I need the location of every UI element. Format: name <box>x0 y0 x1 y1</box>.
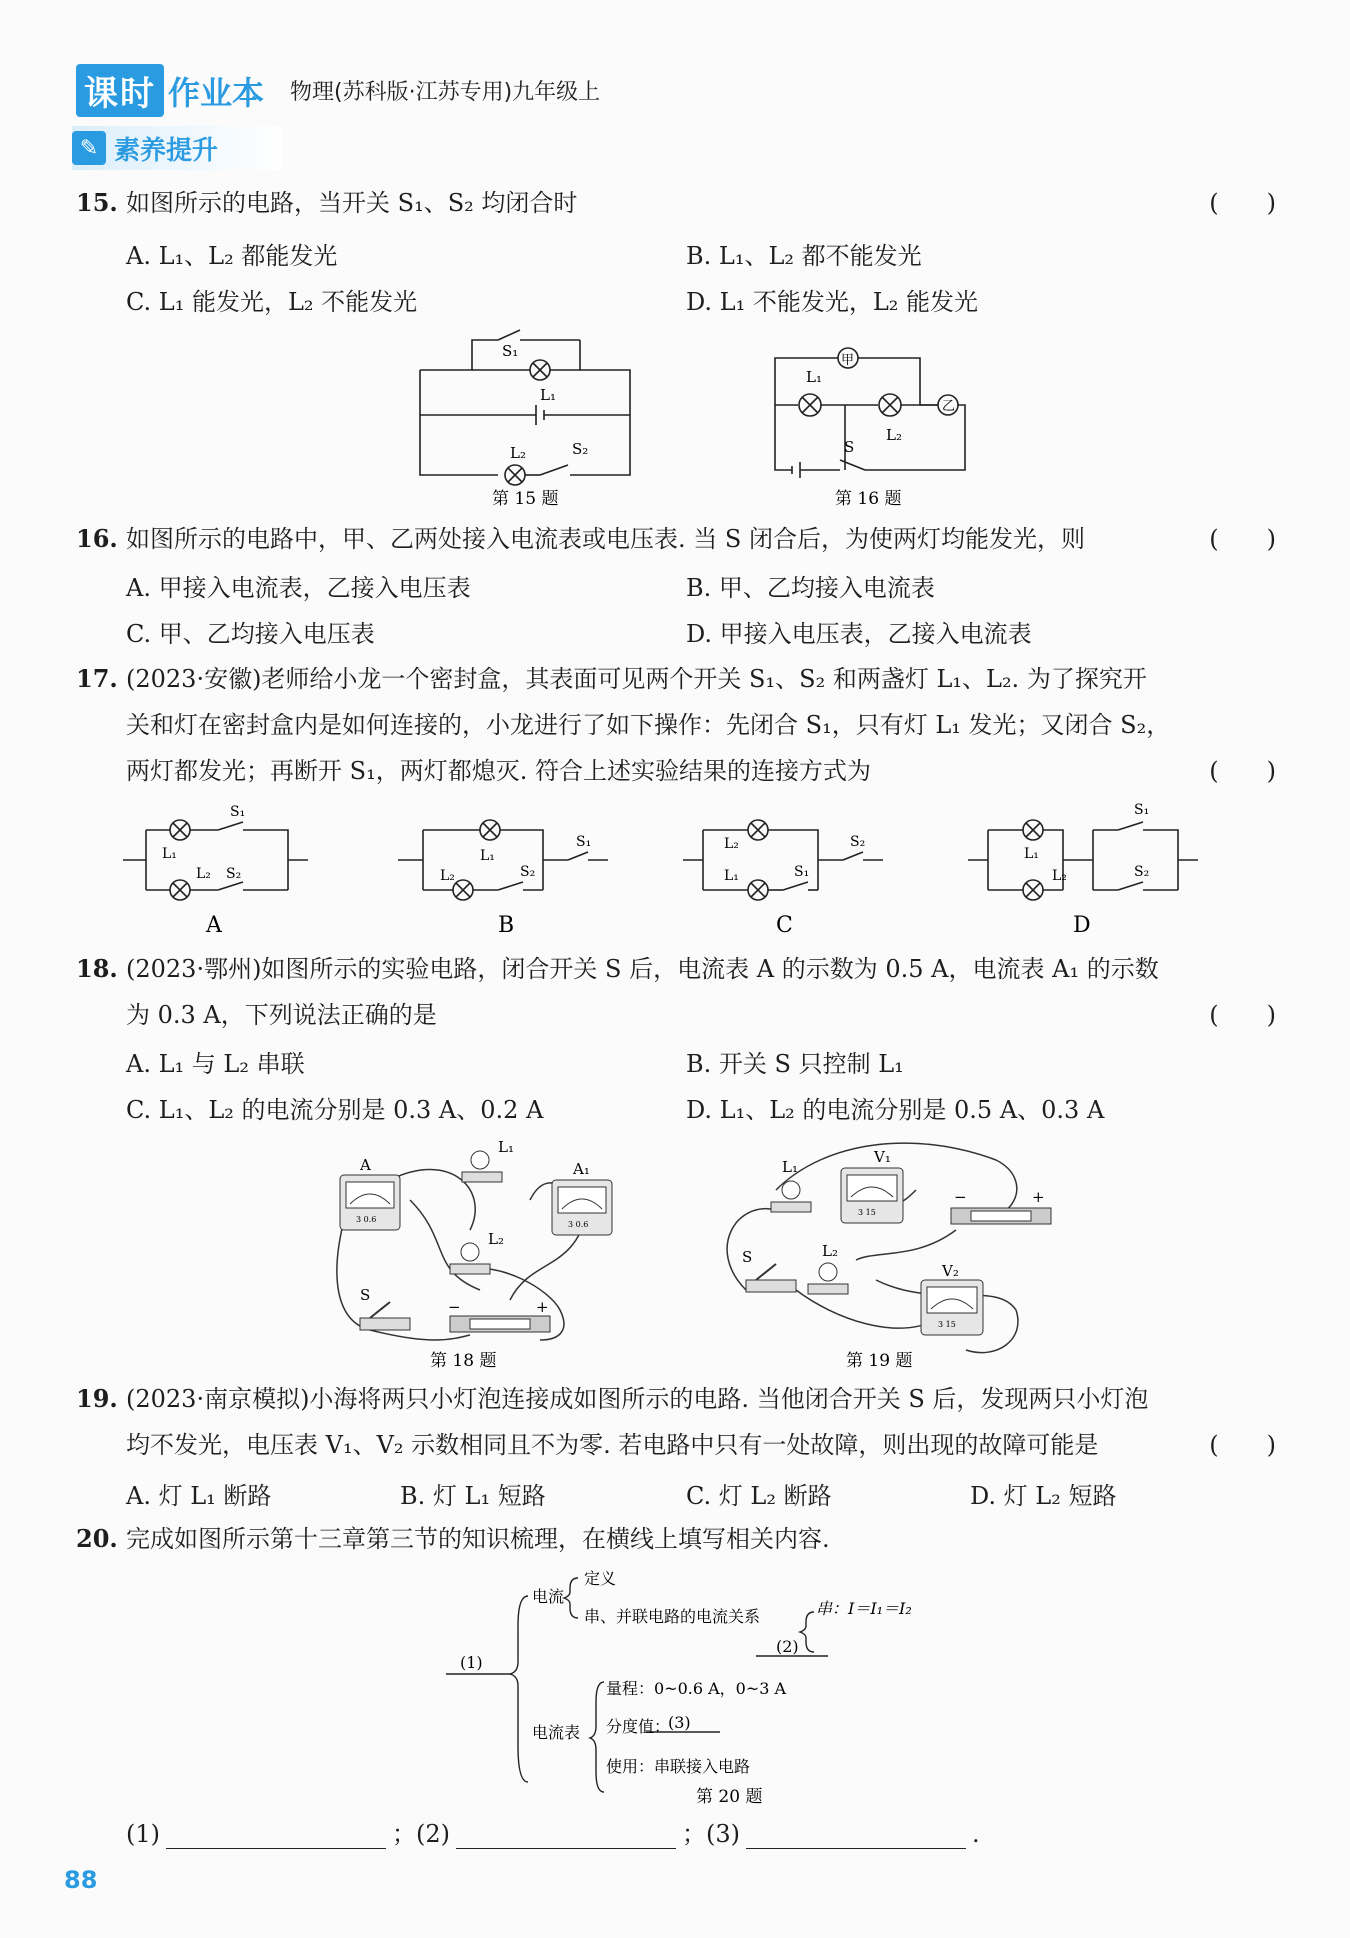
brand-logo-box: 课时 <box>76 64 164 117</box>
q15-option-a: A. L₁、L₂ 都能发光 <box>126 242 338 270</box>
q19-option-d: D. 灯 L₂ 短路 <box>970 1482 1117 1510</box>
map-usage: 使用：串联接入电路 <box>606 1757 751 1776</box>
question-19 <box>76 1376 1276 1468</box>
page-number: 88 <box>64 1866 98 1894</box>
battery <box>448 1298 550 1332</box>
q17c-l1: L₁ <box>724 868 739 884</box>
q15-option-b: B. L₁、L₂ 都不能发光 <box>686 242 922 270</box>
book-header <box>76 64 600 117</box>
q19-option-a: A. 灯 L₁ 断路 <box>126 1482 272 1510</box>
figure-16-circuit <box>760 340 980 510</box>
voltmeter-v2 <box>921 1262 983 1335</box>
map-ammeter: 电流表 <box>532 1723 581 1742</box>
q15-option-d: D. L₁ 不能发光，L₂ 能发光 <box>686 288 979 316</box>
question-number: 15. <box>76 188 118 217</box>
switch-s <box>360 1286 410 1330</box>
answer-label-3: ；(3) <box>682 1820 740 1848</box>
question-number: 17. <box>76 664 118 693</box>
q16-option-b: B. 甲、乙均接入电流表 <box>686 574 935 602</box>
q17c-s1: S₁ <box>794 864 810 880</box>
q16-option-d: D. 甲接入电压表，乙接入电流表 <box>686 620 1032 648</box>
answer-bracket: ( ) <box>1209 1431 1276 1459</box>
answer-blank-1[interactable] <box>166 1822 386 1849</box>
bulb-l1 <box>462 1138 514 1182</box>
answer-blank-2[interactable] <box>456 1822 676 1849</box>
q17c-s2: S₂ <box>850 834 866 850</box>
voltmeter-v2-scale: 3 15 <box>938 1320 956 1329</box>
fig16-yi-meter: 乙 <box>942 399 956 414</box>
q16-option-a: A. 甲接入电流表，乙接入电压表 <box>126 574 471 602</box>
question-line-1: (2023·安徽)老师给小龙一个密封盒，其表面可见两个开关 S₁、S₂ 和两盏灯 L₁、L₂. 为了探究开 <box>126 665 1147 693</box>
ammeter-a-label: A <box>360 1156 371 1174</box>
subject-title: 物理(苏科版·江苏专用)九年级上 <box>290 80 601 105</box>
q15-option-c: C. L₁ 能发光，L₂ 不能发光 <box>126 288 418 316</box>
map-range: 量程：0~0.6 A，0~3 A <box>606 1679 787 1698</box>
figure-20-knowledge-map <box>440 1566 912 1807</box>
brand-logo-text: 作业本 <box>168 73 265 112</box>
question-20 <box>76 1516 1266 1562</box>
answer-label-1: (1) <box>126 1820 160 1848</box>
q17a-s2: S₂ <box>226 866 242 882</box>
bulb-l1 <box>771 1158 811 1212</box>
question-stem: 如图所示的电路中，甲、乙两处接入电流表或电压表. 当 S 闭合后，为使两灯均能发光，则 <box>126 525 1085 553</box>
q17d-s1: S₁ <box>1134 802 1150 818</box>
q17d-s2: S₂ <box>1134 864 1150 880</box>
question-number: 16. <box>76 524 118 553</box>
battery <box>951 1188 1051 1224</box>
ammeter-a1-scale: 3 0.6 <box>568 1220 589 1229</box>
q17c-l2: L₂ <box>724 836 739 852</box>
answer-bracket: ( ) <box>1209 525 1276 553</box>
section-title: 素养提升 <box>114 135 219 166</box>
answer-bracket: ( ) <box>1209 1001 1276 1029</box>
voltmeter-v1-label: V₁ <box>874 1148 891 1166</box>
bulb-l2 <box>808 1242 848 1294</box>
figure-18-caption: 第 18 题 <box>430 1351 497 1371</box>
q19-option-b: B. 灯 L₁ 短路 <box>400 1482 546 1510</box>
answer-end: . <box>972 1820 980 1848</box>
ammeter-a1-label: A₁ <box>573 1160 590 1178</box>
question-line-2: 为 0.3 A，下列说法正确的是 <box>126 1001 437 1029</box>
question-stem: 如图所示的电路，当开关 S₁、S₂ 均闭合时 <box>126 189 578 217</box>
battery-plus: + <box>1032 1188 1045 1206</box>
q18-option-c: C. L₁、L₂ 的电流分别是 0.3 A、0.2 A <box>126 1096 544 1124</box>
bulb-l2 <box>450 1230 504 1274</box>
battery-plus: + <box>536 1298 549 1316</box>
question-stem: 完成如图所示第十三章第三节的知识梳理，在横线上填写相关内容. <box>126 1525 830 1553</box>
map-division: 分度值： <box>606 1717 671 1736</box>
q19-option-c: C. 灯 L₂ 断路 <box>686 1482 832 1510</box>
q18-option-a: A. L₁ 与 L₂ 串联 <box>126 1050 305 1078</box>
fig15-l1: L₁ <box>540 386 556 404</box>
question-15 <box>76 180 1276 226</box>
q17b-l2: L₂ <box>440 868 455 884</box>
ammeter-a-scale: 3 0.6 <box>356 1215 377 1224</box>
q18-option-d: D. L₁、L₂ 的电流分别是 0.5 A、0.3 A <box>686 1096 1105 1124</box>
bulb-l1-label: L₁ <box>498 1138 514 1156</box>
map-series-relation: 串：I＝I₁＝I₂ <box>816 1599 912 1618</box>
question-number: 18. <box>76 954 118 983</box>
switch-s <box>742 1248 796 1292</box>
figure-15-caption: 第 15 题 <box>492 489 559 509</box>
question-line-1: (2023·南京模拟)小海将两只小灯泡连接成如图所示的电路. 当他闭合开关 S 后，发现两只小灯泡 <box>126 1385 1149 1413</box>
q17b-s2: S₂ <box>520 864 536 880</box>
question-line-2: 均不发光，电压表 V₁、V₂ 示数相同且不为零. 若电路中只有一处故障，则出现的故障可能是 <box>126 1431 1099 1459</box>
bulb-l1-label: L₁ <box>782 1158 798 1176</box>
q17d-l1: L₁ <box>1024 846 1039 862</box>
fig15-s2: S₂ <box>572 440 589 458</box>
figure-19-apparatus <box>716 1140 1056 1370</box>
question-line-1: (2023·鄂州)如图所示的实验电路，闭合开关 S 后，电流表 A 的示数为 0.5 A，电流表 A₁ 的示数 <box>126 955 1159 983</box>
q20-answer-line <box>126 1814 980 1849</box>
q18-option-b: B. 开关 S 只控制 L₁ <box>686 1050 904 1078</box>
switch-s-label: S <box>742 1248 753 1266</box>
bulb-l2-label: L₂ <box>822 1242 838 1260</box>
q17b-s1: S₁ <box>576 834 592 850</box>
map-relation: 串、并联电路的电流关系 <box>584 1607 761 1626</box>
map-root-blank-label: (1) <box>460 1653 483 1672</box>
q17a-l1: L₁ <box>162 846 177 862</box>
battery-minus: − <box>954 1188 967 1206</box>
figure-18-apparatus <box>330 1140 630 1370</box>
q17-label-b: B <box>498 913 515 938</box>
figure-19-caption: 第 19 题 <box>846 1351 913 1371</box>
section-banner <box>72 126 282 170</box>
q17-label-a: A <box>206 913 222 938</box>
q17b-l1: L₁ <box>480 848 495 864</box>
fig15-l2: L₂ <box>510 444 526 462</box>
q17-option-circuits <box>118 800 1208 940</box>
question-line-2: 关和灯在密封盒内是如何连接的，小龙进行了如下操作：先闭合 S₁，只有灯 L₁ 发光；又闭合 S₂， <box>126 711 1171 739</box>
fig16-l2: L₂ <box>886 426 902 444</box>
question-number: 20. <box>76 1524 118 1553</box>
q17d-l2: L₂ <box>1052 868 1067 884</box>
q16-option-c: C. 甲、乙均接入电压表 <box>126 620 375 648</box>
q17-label-d: D <box>1073 913 1091 938</box>
voltmeter-v1-scale: 3 15 <box>858 1208 876 1217</box>
map-definition: 定义 <box>584 1569 617 1588</box>
answer-bracket: ( ) <box>1209 189 1276 217</box>
fig15-s1: S₁ <box>502 342 519 360</box>
answer-bracket: ( ) <box>1209 757 1276 785</box>
q17a-l2: L₂ <box>196 866 211 882</box>
voltmeter-v2-label: V₂ <box>942 1262 959 1280</box>
voltmeter-v1 <box>841 1148 903 1223</box>
fig16-s: S <box>844 438 855 456</box>
q17-label-c: C <box>776 913 793 938</box>
question-number: 19. <box>76 1384 118 1413</box>
battery-minus: − <box>448 1298 461 1316</box>
q17a-s1: S₁ <box>230 804 246 820</box>
switch-s-label: S <box>360 1286 371 1304</box>
map-current: 电流 <box>532 1587 565 1606</box>
answer-label-2: ；(2) <box>392 1820 450 1848</box>
question-16 <box>76 516 1276 562</box>
map-blank-2-label: (2) <box>776 1637 799 1656</box>
figure-16-caption: 第 16 题 <box>835 489 902 509</box>
fig16-l1: L₁ <box>806 368 822 386</box>
question-18 <box>76 946 1276 1038</box>
bulb-l2-label: L₂ <box>488 1230 504 1248</box>
map-blank-3-label: (3) <box>668 1713 691 1732</box>
pencil-icon: ✎ <box>72 131 106 165</box>
ammeter-a <box>340 1156 400 1230</box>
fig16-jia-meter: 甲 <box>841 353 855 368</box>
figure-15-circuit <box>410 330 640 510</box>
ammeter-a1 <box>552 1160 612 1235</box>
figure-20-caption: 第 20 题 <box>696 1787 763 1807</box>
question-17 <box>76 656 1276 794</box>
question-line-3: 两灯都发光；再断开 S₁，两灯都熄灭. 符合上述实验结果的连接方式为 <box>126 757 871 785</box>
answer-blank-3[interactable] <box>746 1822 966 1849</box>
